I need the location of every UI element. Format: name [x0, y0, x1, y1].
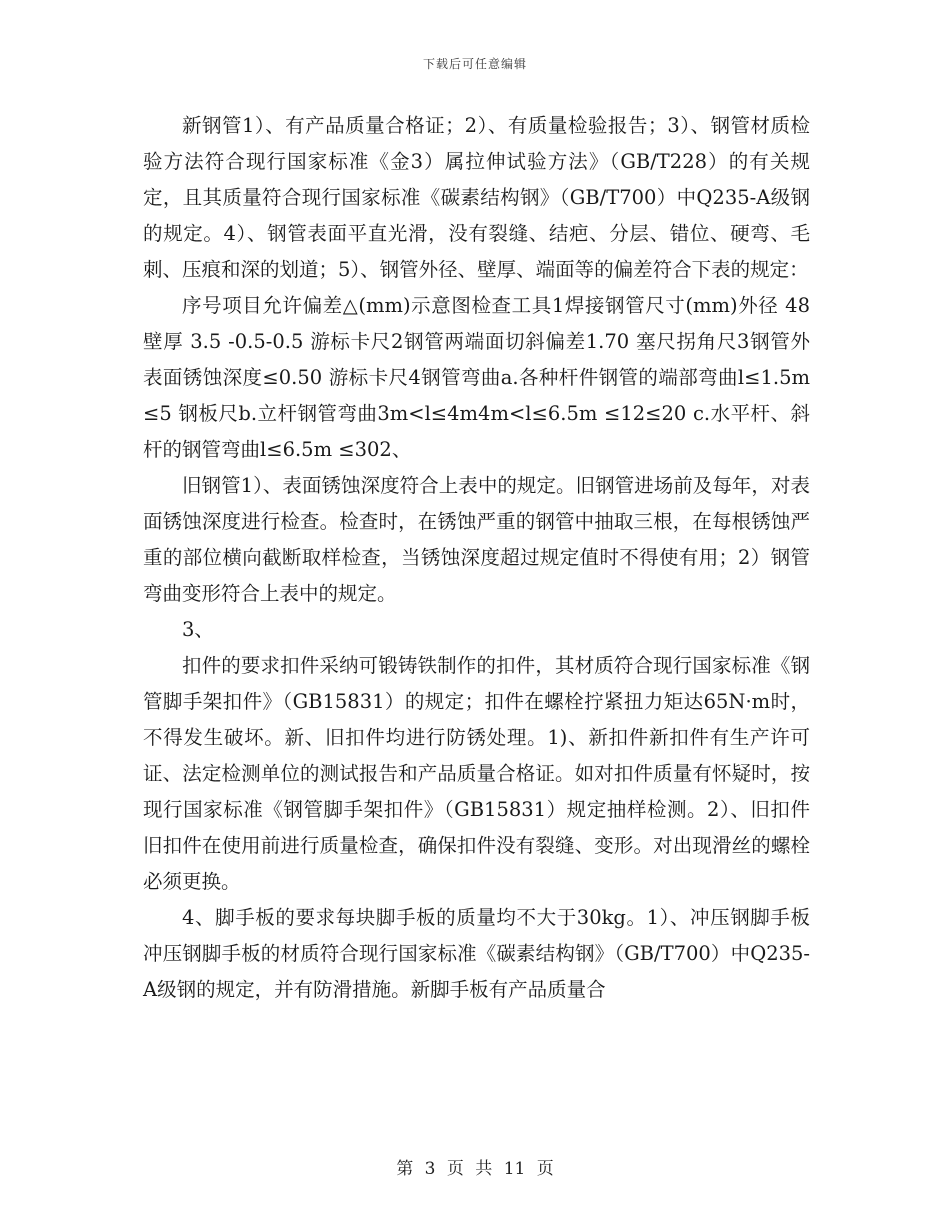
paragraph-deviation-table: 序号项目允许偏差△(mm)示意图检查工具1焊接钢管尺寸(mm)外径 48壁厚 3.5 -0.5-0.5 游标卡尺2钢管两端面切斜偏差1.70 塞尺拐角尺3钢管外表面锈蚀深度≤0.50 游标卡尺4钢管弯曲a.各种杆件钢管的端部弯曲l≤1.5m≤5 钢板尺b.立杆钢管弯曲3m<l≤4m4m<l≤6.5m ≤12≤20 c.水平杆、斜杆的钢管弯曲l≤6.5m ≤302、: [143, 294, 810, 461]
paragraph-new-steel-pipe: 新钢管1）、有产品质量合格证；2）、有质量检验报告；3）、钢管材质检验方法符合现行国家标准《金3）属拉伸试验方法》（GB/T228）的有关规定，且其质量符合现行国家标准《碳素结构钢》（GB/T700）中Q235-A级钢的规定。4）、钢管表面平直光滑，没有裂缝、结疤、分层、错位、硬弯、毛刺、压痕和深的划道；5）、钢管外径、壁厚、端面等的偏差符合下表的规定：: [143, 114, 810, 281]
document-body: [143, 108, 810, 1008]
paragraph-fastener-requirements: 扣件的要求扣件采纳可锻铸铁制作的扣件，其材质符合现行国家标准《钢管脚手架扣件》（GB15831）的规定；扣件在螺栓拧紧扭力矩达65N·m时，不得发生破坏。新、旧扣件均进行防锈处理。1)、新扣件新扣件有生产许可证、法定检测单位的测试报告和产品质量合格证。如对扣件质量有怀疑时，按现行国家标准《钢管脚手架扣件》（GB15831）规定抽样检测。2）、旧扣件旧扣件在使用前进行质量检查，确保扣件没有裂缝、变形。对出现滑丝的螺栓必须更换。: [143, 654, 810, 893]
paragraph-section-number: 3、: [182, 618, 214, 641]
paragraph-scaffold-board: 4、脚手板的要求每块脚手板的质量均不大于30kg。1）、冲压钢脚手板冲压钢脚手板的材质符合现行国家标准《碳素结构钢》（GB/T700）中Q235-A级钢的规定，并有防滑措施。新脚手板有产品质量合: [143, 906, 810, 1001]
page-number-footer: 第 3 页 共 11 页: [396, 1159, 554, 1179]
page-header-note: 下载后可任意编辑: [422, 57, 527, 71]
paragraph-old-steel-pipe: 旧钢管1）、表面锈蚀深度符合上表中的规定。旧钢管进场前及每年，对表面锈蚀深度进行检查。检查时，在锈蚀严重的钢管中抽取三根，在每根锈蚀严重的部位横向截断取样检查，当锈蚀深度超过规定值时不得使有用；2）钢管弯曲变形符合上表中的规定。: [143, 474, 810, 605]
